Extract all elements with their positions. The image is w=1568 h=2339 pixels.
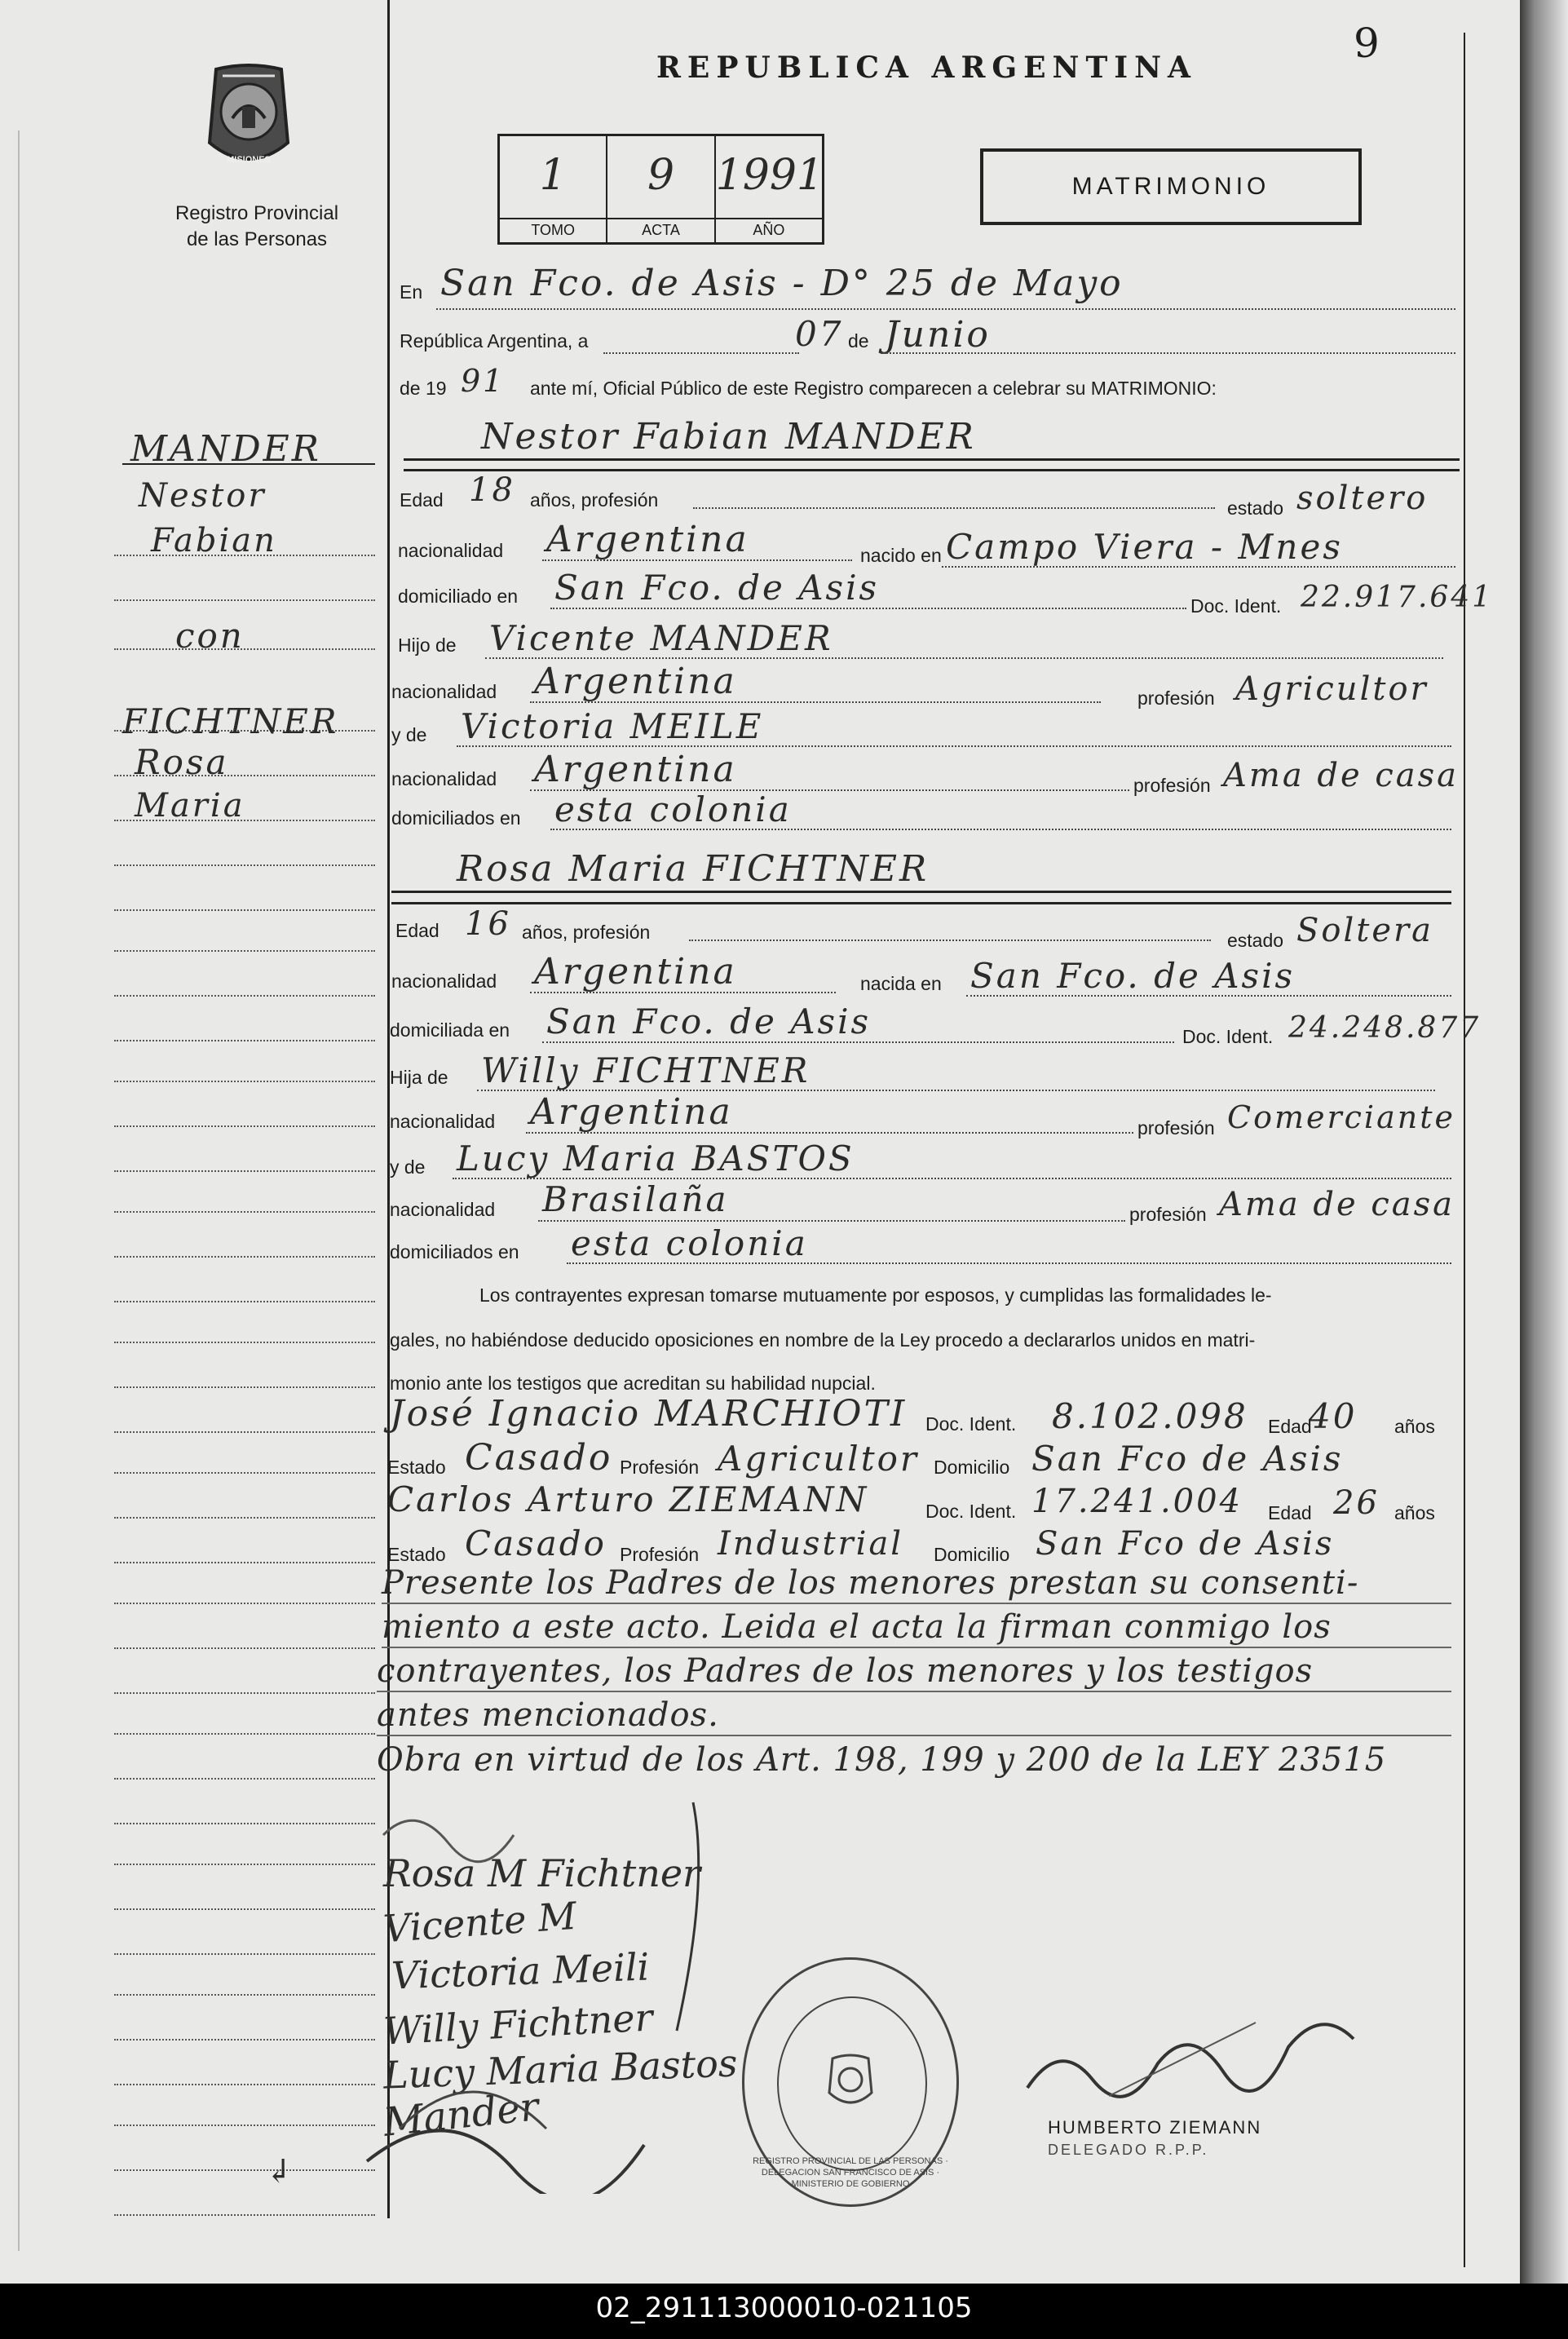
bride-father-nat-fill (526, 1132, 1133, 1134)
bride-nacionalidad-label: nacionalidad (391, 971, 497, 992)
bride-parents-fill (567, 1262, 1451, 1264)
note-line4: antes mencionados. (377, 1696, 719, 1734)
margin-underline (122, 463, 375, 465)
declaration-line1: Los contrayentes expresan tomarse mutuamente por esposos, y cumplidas las formalidades le- (479, 1284, 1272, 1306)
witness2-profession: Industrial (718, 1525, 904, 1563)
bride-domiciliada-label: domiciliada en (390, 1019, 510, 1041)
groom-father-profession: Agricultor (1235, 670, 1429, 708)
groom-section-rule (404, 469, 1460, 471)
declaration-line3: monio ante los testigos que acreditan su habilidad nupcial. (390, 1373, 876, 1394)
witness1-doc-label: Doc. Ident. (925, 1413, 1017, 1435)
bride-age: 16 (465, 905, 511, 943)
bride-parents-domicile: esta colonia (571, 1223, 808, 1263)
witness1-doc: 8.102.098 (1052, 1396, 1248, 1436)
emblem-label: MISIONES (227, 155, 271, 165)
groom-nacido-label: nacido en (860, 545, 942, 566)
witness2-dom-label: Domicilio (934, 1544, 1010, 1565)
bride-father-nationality: Argentina (530, 1091, 733, 1133)
groom-hijo-label: Hijo de (398, 634, 457, 656)
note-line3: contrayentes, los Padres de los menores y los testigos (377, 1652, 1314, 1690)
bride-nat-fill (530, 992, 836, 993)
official-title: DELEGADO R.P.P. (1048, 2142, 1209, 2158)
year-suffix: 91 (461, 363, 506, 399)
bride-edad-label: Edad (395, 920, 439, 941)
witness1-profession: Agricultor (718, 1439, 919, 1479)
groom-parents-fill (550, 829, 1451, 830)
country-header: REPUBLICA ARGENTINA (656, 51, 1197, 85)
registry-name-line1: Registro Provincial (174, 202, 339, 224)
groom-father-nat-label: nacionalidad (391, 681, 497, 702)
witness1-anos-label: años (1394, 1416, 1435, 1437)
month-fill (881, 352, 1455, 354)
groom-father-nat-fill (530, 701, 1101, 703)
groom-edad-label: Edad (400, 489, 444, 511)
bride-doc-label: Doc. Ident. (1182, 1026, 1274, 1047)
groom-estado-label: estado (1227, 497, 1284, 519)
groom-nationality: Argentina (546, 519, 749, 560)
tomo-cell (500, 136, 607, 242)
witness1-edad-label: Edad (1268, 1416, 1312, 1437)
bride-nationality: Argentina (534, 951, 737, 993)
groom-mother-fill (457, 745, 1451, 747)
note-line1: Presente los Padres de los menores prestan su consenti- (382, 1564, 1359, 1602)
bride-mother-nationality: Brasilaña (542, 1179, 729, 1219)
year-prefix: de 19 (400, 378, 447, 399)
acta-caption: ACTA (607, 218, 713, 239)
official-seal (742, 1957, 959, 2207)
bride-father: Willy FICHTNER (481, 1050, 811, 1090)
groom-profesion-fill (693, 507, 1215, 509)
bride-doc: 24.248.877 (1288, 1011, 1482, 1045)
signature-bride-father: Willy Fichtner (382, 1995, 654, 2054)
bride-birthplace: San Fco. de Asis (970, 956, 1296, 996)
bride-mother-profession: Ama de casa (1219, 1186, 1455, 1223)
form-type-box (980, 148, 1362, 225)
bride-profesion-fill (689, 940, 1211, 941)
groom-age: 18 (469, 471, 515, 509)
bride-mother-nat-label: nacionalidad (390, 1199, 496, 1220)
seal-emblem-icon (826, 2054, 875, 2111)
left-edge (18, 130, 20, 2251)
anio-cell (716, 136, 822, 242)
bride-section-rule (391, 902, 1451, 904)
official-signature (1011, 1990, 1370, 2120)
groom-father-fill (485, 657, 1443, 659)
seal-text: REGISTRO PROVINCIAL DE LAS PERSONAS · DELEGACION SAN FRANCISCO DE ASIS · MINISTERIO DE GOBIERNO (753, 2156, 948, 2189)
groom-mother-prof-label: profesión (1133, 775, 1211, 796)
form-type-label: MATRIMONIO (1071, 173, 1270, 200)
bride-mother-nat-fill (538, 1220, 1125, 1222)
ante-text: ante mí, Oficial Público de este Registro comparecen a celebrar su MATRIMONIO: (530, 378, 1217, 399)
margin-con: con (175, 616, 245, 656)
page-number: 9 (1354, 20, 1380, 67)
anio-value: 1991 (715, 151, 824, 200)
groom-father-prof-label: profesión (1137, 688, 1215, 709)
witness1-dom-label: Domicilio (934, 1457, 1010, 1478)
margin-name-1: Nestor (139, 477, 267, 515)
witness1-status: Casado (465, 1437, 613, 1479)
signature-scribbles (351, 1786, 726, 2194)
anio-caption: AÑO (716, 218, 822, 239)
note-line5: Obra en virtud de los Art. 198, 199 y 200 de la LEY 23515 (377, 1741, 1387, 1779)
province-emblem (200, 61, 298, 175)
witness2-domicile: San Fco de Asis (1036, 1525, 1335, 1563)
witness1-prof-label: Profesión (620, 1457, 700, 1478)
place-value: San Fco. de Asis - D° 25 de Mayo (440, 263, 1124, 304)
groom-nat-fill (542, 559, 852, 561)
bride-name-line (391, 891, 1451, 893)
witness1-age: 40 (1309, 1396, 1358, 1436)
bride-father-nat-label: nacionalidad (390, 1111, 496, 1132)
bride-name: Rosa Maria FICHTNER (457, 848, 930, 890)
groom-mother-nat-label: nacionalidad (391, 768, 497, 789)
signature-groom-mother: Victoria Meili (391, 1944, 651, 1998)
bride-father-prof-label: profesión (1137, 1117, 1215, 1139)
declaration-line2: gales, no habiéndose deducido oposiciones en nombre de la Ley procedo a declararlos unidos en matri- (390, 1329, 1256, 1351)
witness2-doc: 17.241.004 (1031, 1483, 1243, 1520)
groom-doc-label: Doc. Ident. (1190, 595, 1282, 617)
witness1-name: José Ignacio MARCHIOTI (390, 1393, 908, 1435)
groom-domiciliado-label: domiciliado en (398, 586, 519, 607)
tomo-caption: TOMO (500, 218, 606, 239)
groom-dom-fill (550, 608, 1186, 609)
witness1-estado-label: Estado (387, 1457, 446, 1478)
acta-value: 9 (647, 151, 675, 200)
note-rule4 (377, 1735, 1451, 1736)
bride-birth-fill (966, 995, 1451, 997)
bride-dom-fill (542, 1041, 1174, 1043)
groom-profesion-label: años, profesión (530, 489, 659, 511)
bride-mother: Lucy Maria BASTOS (457, 1139, 855, 1178)
witness2-doc-label: Doc. Ident. (925, 1501, 1017, 1522)
note-rule3 (377, 1691, 1451, 1692)
groom-mother: Victoria MEILE (461, 706, 764, 746)
bride-estado-label: estado (1227, 930, 1284, 951)
groom-name: Nestor Fabian MANDER (481, 416, 976, 458)
witness2-anos-label: años (1394, 1502, 1435, 1523)
groom-mother-nationality: Argentina (534, 749, 737, 790)
day-fill (603, 352, 799, 354)
bride-domicile: San Fco. de Asis (546, 1001, 872, 1041)
signature-bride: Rosa M Fichtner (383, 1851, 701, 1895)
groom-yde-label: y de (391, 724, 427, 745)
rep-label: República Argentina, a (400, 330, 589, 352)
groom-parents-domicile: esta colonia (554, 789, 792, 829)
margin-name-2: Fabian (151, 522, 277, 559)
witness2-prof-label: Profesión (620, 1544, 700, 1565)
witness2-status: Casado (465, 1523, 607, 1563)
signature-groom-father: Vicente M (382, 1893, 578, 1952)
signature-bride-mother: Lucy Maria Bastos (382, 2041, 739, 2098)
en-label: En (400, 281, 423, 303)
page-edge (1520, 0, 1568, 2284)
bride-mother-prof-label: profesión (1129, 1204, 1207, 1225)
margin-name-4: Maria (135, 787, 245, 825)
month-value: Junio (885, 314, 991, 356)
groom-mother-profession: Ama de casa (1223, 757, 1459, 794)
bride-status: Soltera (1296, 912, 1433, 949)
margin-surname-groom: MANDER (130, 428, 321, 470)
witness2-estado-label: Estado (387, 1544, 446, 1565)
footer-id: 02_291113000010-021105 (595, 2292, 973, 2324)
acta-box (497, 134, 824, 245)
note-line2: miento a este acto. Leida el acta la firman conmigo los (382, 1608, 1332, 1646)
registry-name-line2: de las Personas (186, 228, 328, 250)
groom-birthplace: Campo Viera - Mnes (946, 527, 1343, 567)
note-rule2 (382, 1647, 1451, 1648)
bride-nacida-label: nacida en (860, 973, 942, 994)
bride-parents-dom-label: domiciliados en (390, 1241, 519, 1262)
official-name: HUMBERTO ZIEMANN (1048, 2117, 1262, 2138)
bride-yde-label: y de (390, 1156, 426, 1178)
signature-groom: Mander (381, 2084, 541, 2146)
margin-surname-bride: FICHTNER (122, 701, 339, 741)
bride-hija-label: Hija de (390, 1067, 448, 1088)
witness2-edad-label: Edad (1268, 1502, 1312, 1523)
groom-nacionalidad-label: nacionalidad (398, 540, 504, 561)
bride-profesion-label: años, profesión (522, 922, 651, 943)
groom-birth-fill (942, 566, 1455, 568)
groom-father: Vicente MANDER (489, 618, 833, 658)
witness2-name: Carlos Arturo ZIEMANN (387, 1479, 869, 1519)
groom-domicile: San Fco. de Asis (554, 568, 880, 608)
groom-doc: 22.917.641 (1301, 581, 1494, 614)
place-fill (436, 308, 1455, 310)
bride-father-profession: Comerciante (1227, 1099, 1455, 1135)
witness2-age: 26 (1333, 1484, 1380, 1522)
de-label: de (848, 330, 869, 352)
groom-status: soltero (1296, 480, 1429, 517)
groom-father-nationality: Argentina (534, 661, 737, 702)
margin-name-3: Rosa (135, 742, 229, 782)
witness1-domicile: San Fco de Asis (1031, 1439, 1344, 1479)
groom-parents-dom-label: domiciliados en (391, 807, 521, 829)
note-rule1 (382, 1603, 1451, 1604)
right-rule (1464, 33, 1465, 2267)
day-value: 07 (795, 314, 844, 354)
acta-cell (607, 136, 715, 242)
groom-name-line (404, 458, 1460, 461)
tomo-value: 1 (539, 151, 567, 200)
corner-mark: ↲ (265, 2153, 295, 2191)
